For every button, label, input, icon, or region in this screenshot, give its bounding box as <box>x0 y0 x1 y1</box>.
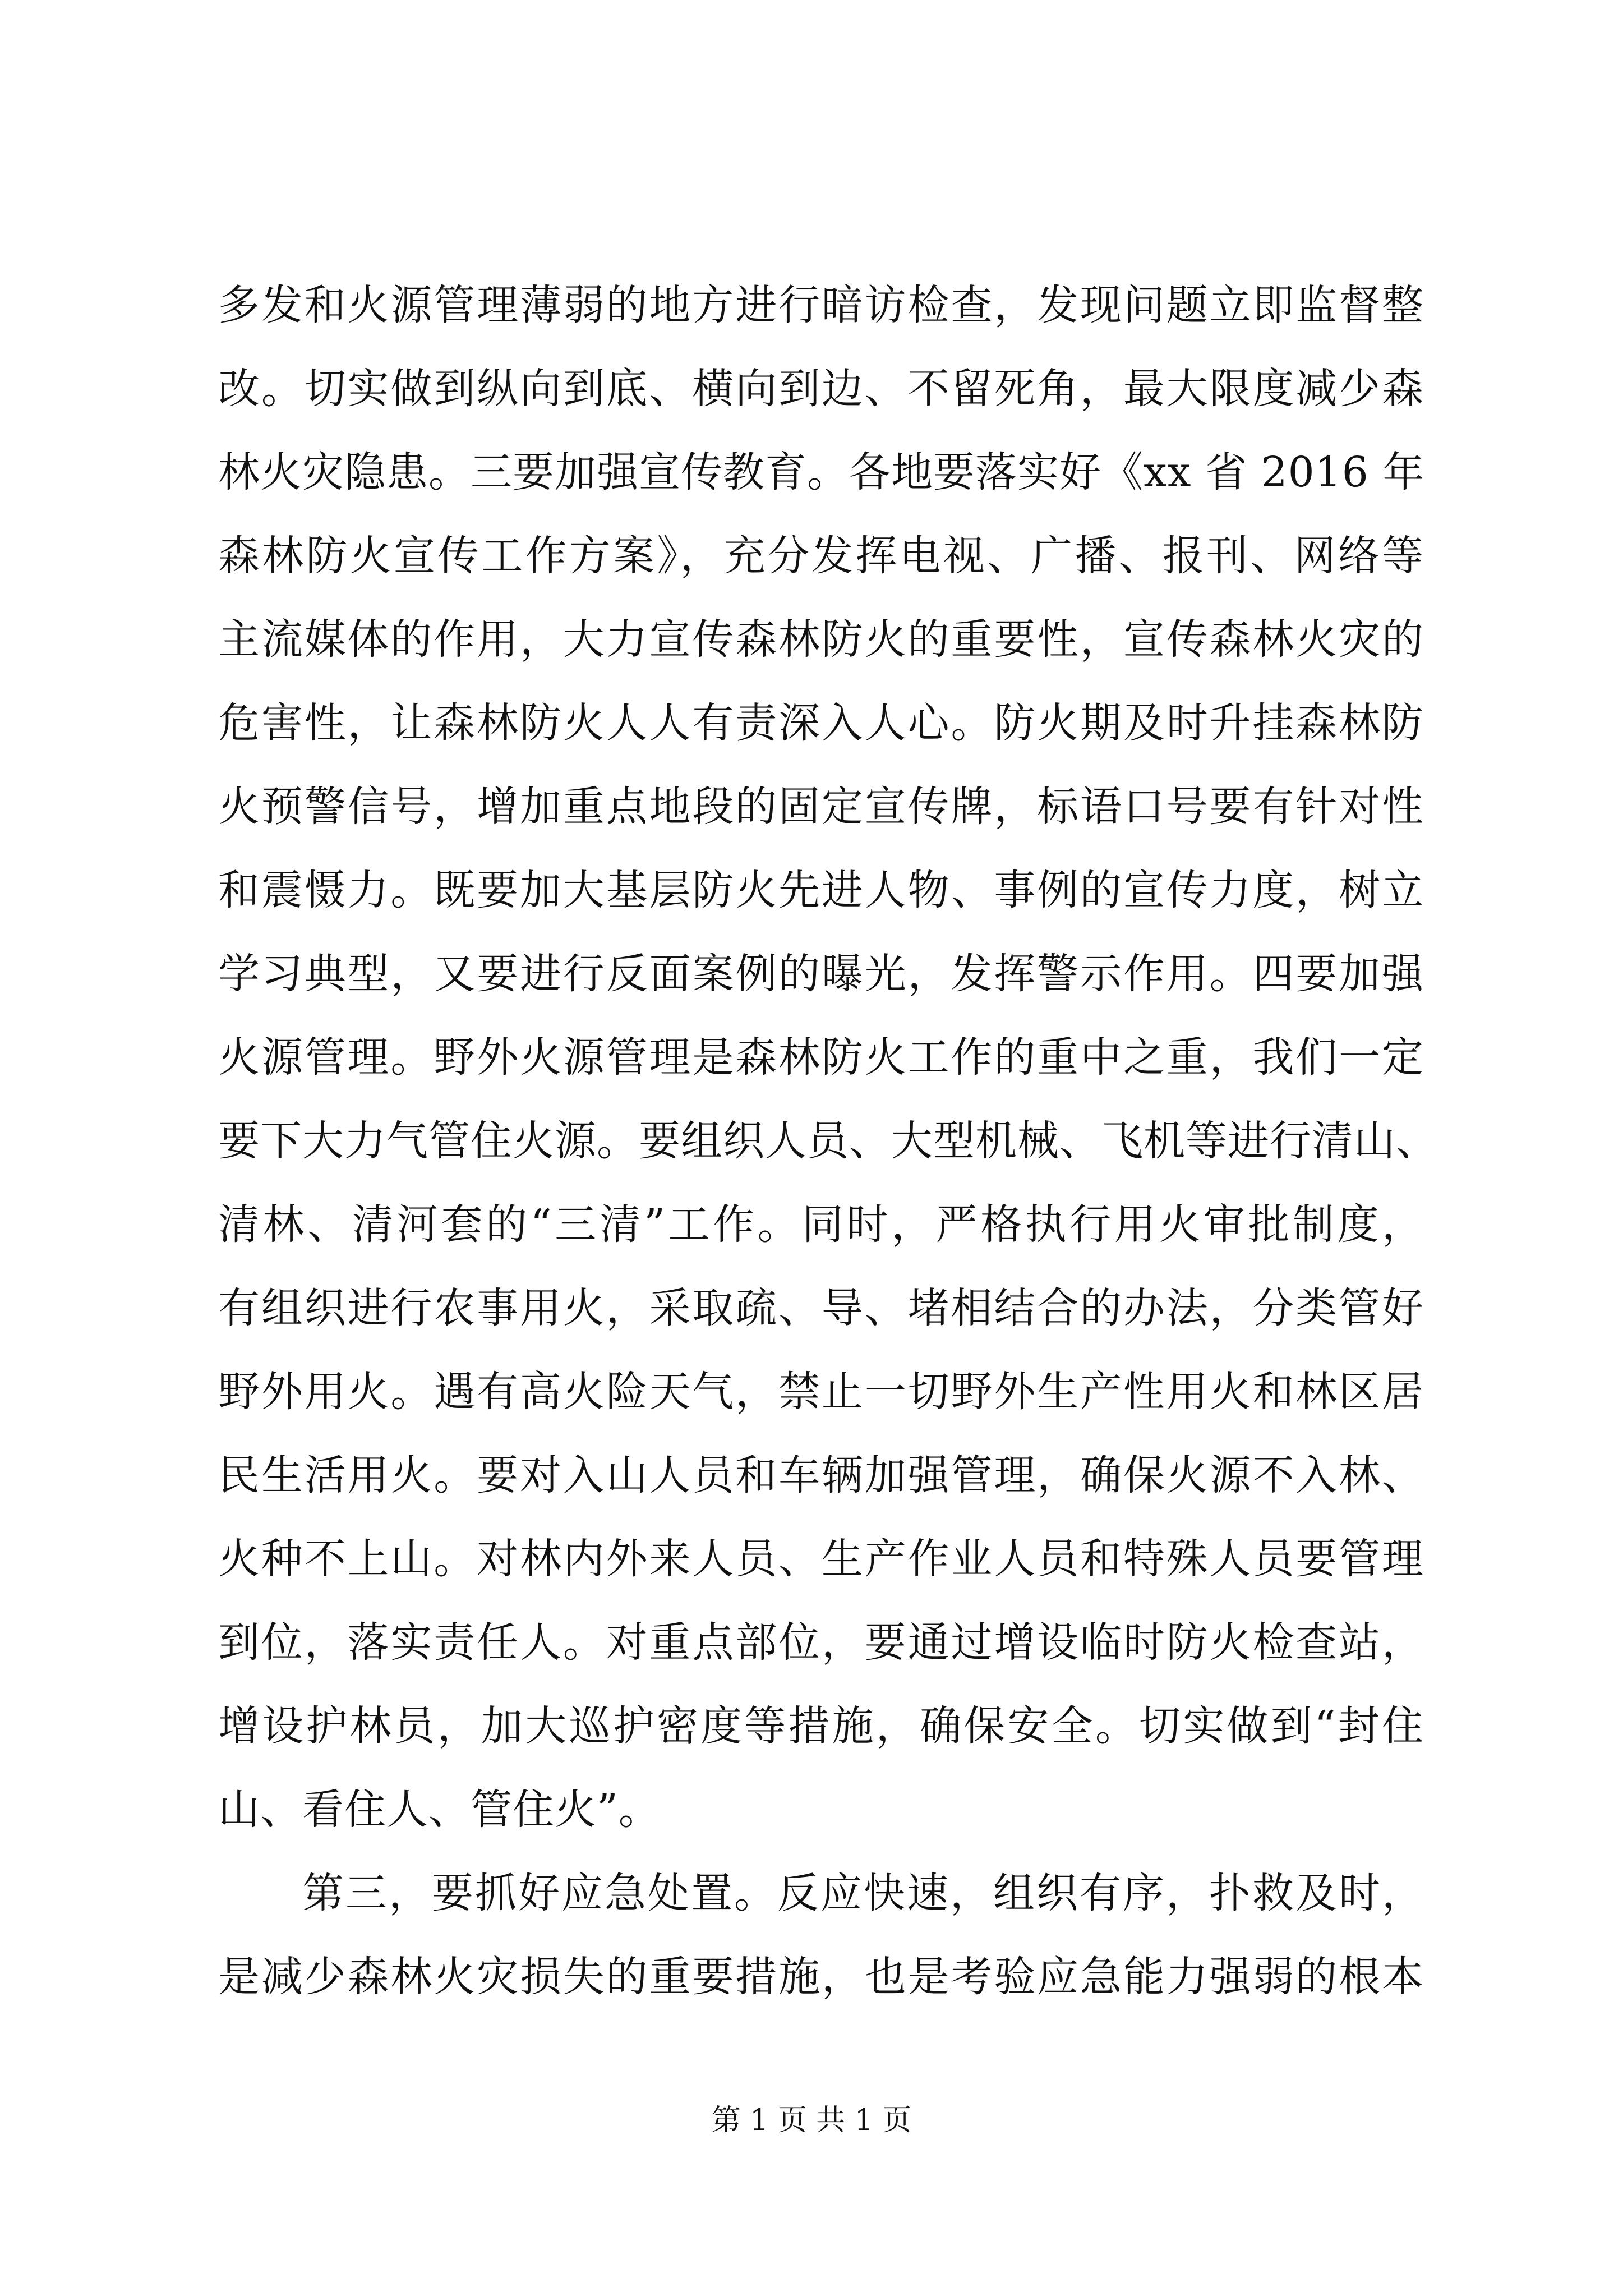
text-line: 主流媒体的作用，大力宣传森林防火的重要性，宣传森林火灾的 <box>218 615 1424 664</box>
text-line: 野外用火。遇有高火险天气，禁止一切野外生产性用火和林区居 <box>218 1368 1424 1416</box>
text-line: 危害性，让森林防火人人有责深入人心。防火期及时升挂森林防 <box>218 699 1424 747</box>
text-line: 民生活用火。要对入山人员和车辆加强管理，确保火源不入林、 <box>218 1451 1424 1499</box>
page-footer: 第 1 页 共 1 页 <box>711 2104 912 2137</box>
paragraph-first-line: 第三，要抓好应急处置。反应快速，组织有序，扑救及时， <box>302 1869 1424 1917</box>
text-line: 有组织进行农事用火，采取疏、导、堵相结合的办法，分类管好 <box>218 1284 1424 1332</box>
document-body <box>218 264 1438 2019</box>
text-line: 火种不上山。对林内外来人员、生产作业人员和特殊人员要管理 <box>218 1535 1424 1583</box>
text-line: 森林防火宣传工作方案》，充分发挥电视、广播、报刊、网络等 <box>218 532 1424 580</box>
text-line: 改。切实做到纵向到底、横向到边、不留死角，最大限度减少森 <box>218 365 1424 413</box>
text-line: 增设护林员，加大巡护密度等措施，确保安全。切实做到“封住 <box>218 1702 1424 1750</box>
text-line: 要下大力气管住火源。要组织人员、大型机械、飞机等进行清山、 <box>218 1117 1438 1165</box>
text-line: 到位，落实责任人。对重点部位，要通过增设临时防火检查站， <box>218 1618 1424 1667</box>
text-line: 是减少森林火灾损失的重要措施，也是考验应急能力强弱的根本 <box>218 1953 1424 2001</box>
text-line: 火预警信号，增加重点地段的固定宣传牌，标语口号要有针对性 <box>218 783 1424 831</box>
paragraph-last-line: 山、看住人、管住火”。 <box>218 1786 661 1834</box>
text-line: 多发和火源管理薄弱的地方进行暗访检查，发现问题立即监督整 <box>218 281 1424 329</box>
text-line: 林火灾隐患。三要加强宣传教育。各地要落实好《xx 省 2016 年 <box>218 448 1425 496</box>
text-line: 和震慑力。既要加大基层防火先进人物、事例的宣传力度，树立 <box>218 866 1424 914</box>
text-line: 火源管理。野外火源管理是森林防火工作的重中之重，我们一定 <box>218 1033 1424 1082</box>
text-line: 清林、清河套的“三清”工作。同时，严格执行用火审批制度， <box>218 1200 1424 1249</box>
text-line: 学习典型，又要进行反面案例的曝光，发挥警示作用。四要加强 <box>218 950 1424 998</box>
